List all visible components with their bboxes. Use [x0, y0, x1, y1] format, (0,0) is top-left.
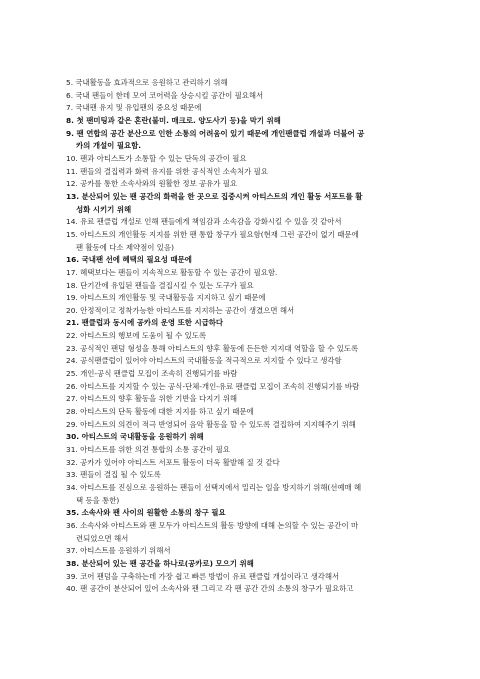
list-item — [66, 469, 426, 482]
list-item-text: 10. 팬과 아티스트가 소통할 수 있는 단독의 공간이 필요 — [66, 153, 247, 163]
list-item — [66, 583, 426, 596]
list-item-text: 36. 소속사와 아티스트와 팬 모두가 아티스트의 활동 방향에 대해 논의할 수 있는 공간이 마 — [66, 520, 359, 530]
list-item — [66, 229, 426, 254]
list-item — [66, 355, 426, 368]
list-item — [66, 343, 426, 356]
list-item — [66, 330, 426, 343]
list-item — [66, 368, 426, 381]
list-item — [66, 178, 426, 191]
list-item-text: 21. 팬클럽과 동시에 공카의 운영 또한 시급하다 — [66, 318, 224, 328]
list-item-text: 7. 국내팬 유지 및 유입팬의 중요성 때문에 — [66, 103, 202, 113]
list-item-text: 18. 단기간에 유입된 팬들을 결집시킬 수 있는 도구가 필요 — [66, 280, 254, 290]
list-item — [66, 381, 426, 394]
list-item-text: 30. 아티스트의 국내활동을 응원하기 위해 — [66, 432, 204, 442]
list-item-text: 24. 공식팬클럽이 있어야 아티스트의 국내활동을 적극적으로 지지할 수 있다고 생각함 — [66, 356, 342, 366]
list-item — [66, 216, 426, 229]
list-item-text: 9. 팬 연합의 공간 분산으로 인한 소통의 어려움이 있기 때문에 개인팬클럽 개설과 더불어 공 — [66, 128, 365, 138]
list-item — [66, 507, 426, 520]
list-item-text: 20. 안정적이고 정착가능한 아티스트를 지지하는 공간이 생겼으면 해서 — [66, 305, 295, 315]
list-item-text: 15. 아티스트의 개인활동 지지를 위한 팬 통합 창구가 필요함(현재 그런 공간이 없기 때문에 — [66, 229, 359, 239]
list-item — [66, 419, 426, 432]
list-item-text: 39. 코어 팬덤을 구축하는데 가장 쉽고 빠른 방법이 유료 팬클럽 개설이라고 생각해서 — [66, 571, 340, 581]
list-item — [66, 90, 426, 103]
list-item — [66, 305, 426, 318]
list-item — [66, 558, 426, 571]
list-item — [66, 406, 426, 419]
list-item-text: 14. 유료 팬클럽 개설로 인해 팬들에게 책임감과 소속감을 강화시킬 수 있을 것 같아서 — [66, 217, 342, 227]
list-item — [66, 520, 426, 545]
list-item — [66, 444, 426, 457]
list-item-text: 8. 첫 팬미팅과 같은 혼란(불미. 매크로. 양도사기 등)을 막기 위해 — [66, 115, 281, 125]
list-item — [66, 267, 426, 280]
list-item-text: 6. 국내 팬들이 한데 모여 코어력을 상승시킬 공간이 필요해서 — [66, 90, 264, 100]
list-item — [66, 102, 426, 115]
list-item-text: 31. 아티스트를 위한 의견 통합의 소통 공간이 필요 — [66, 445, 230, 455]
list-item — [66, 571, 426, 584]
list-item — [66, 317, 426, 330]
list-item-text: 17. 혜택보다는 팬들이 지속적으로 활동할 수 있는 공간이 필요함. — [66, 267, 278, 277]
list-item-text: 13. 분산되어 있는 팬 공간의 화력을 한 곳으로 집중시켜 아티스트의 개인 활동 서포트를 활 — [66, 191, 363, 201]
list-item — [66, 482, 426, 507]
list-item — [66, 191, 426, 216]
list-item — [66, 166, 426, 179]
list-item-text: 26. 아티스트를 지지할 수 있는 공식-단체-개인-유료 팬클럽 모집이 조속히 진행되기를 바람 — [66, 381, 360, 391]
list-item-text: 33. 팬들이 결집 될 수 있도록 — [66, 470, 161, 480]
list-item-text: 34. 아티스트를 진심으로 응원하는 팬들이 선택지에서 밀리는 일을 방지하기 위해(선예매 혜 — [66, 483, 362, 492]
list-item — [66, 77, 426, 90]
list-item-text: 38. 분산되어 있는 팬 공간을 하나로(공카로) 모으기 위해 — [66, 558, 254, 568]
list-item-text: 27. 아티스트의 향후 활동을 위한 기반을 다지기 위해 — [66, 394, 237, 404]
numbered-list — [66, 77, 426, 596]
list-item-text: 25. 개인-공식 팬클럽 모집이 조속히 진행되기를 바람 — [66, 369, 238, 379]
list-item-continuation: 택 등을 통한) — [76, 495, 120, 505]
list-item — [66, 128, 426, 153]
list-item-text: 22. 아티스트의 행보에 도움이 될 수 있도록 — [66, 331, 207, 341]
list-item-text: 37. 아티스트를 응원하기 위해서 — [66, 546, 171, 556]
list-item — [66, 153, 426, 166]
list-item-text: 29. 아티스트의 의견이 적극 반영되어 음악 활동을 할 수 있도록 결집하여 지지해주기 위해 — [66, 419, 356, 429]
list-item-text: 19. 아티스트의 개인활동 및 국내활동을 지지하고 싶기 때문에 — [66, 293, 266, 303]
list-item-continuation: 성화 시키기 위해 — [76, 204, 132, 214]
list-item-text: 35. 소속사와 팬 사이의 원활한 소통의 창구 필요 — [66, 508, 226, 518]
list-item — [66, 115, 426, 128]
list-item — [66, 545, 426, 558]
list-item-text: 23. 공식적인 팬덤 형성을 통해 아티스트의 향후 활동에 든든한 지지대 역할을 할 수 있도록 — [66, 343, 359, 353]
list-item-continuation: 련되었으면 해서 — [76, 533, 129, 543]
list-item — [66, 457, 426, 470]
list-item — [66, 292, 426, 305]
list-item-text: 32. 공카가 있어야 아티스트 서포트 활동이 더욱 활발해 질 것 같다 — [66, 457, 280, 467]
list-item-text: 5. 국내활동을 효과적으로 응원하고 관리하기 위해 — [66, 78, 228, 87]
list-item — [66, 431, 426, 444]
list-item-text: 11. 팬들의 결집력과 화력 유지를 위한 공식적인 소속처가 필요 — [66, 166, 268, 176]
list-item-text: 16. 국내팬 선에 혜택의 필요성 때문에 — [66, 255, 192, 265]
list-item — [66, 393, 426, 406]
list-item-text: 12. 공카를 통한 소속사와의 원활한 정보 공유가 필요 — [66, 179, 237, 189]
list-item-continuation: 팬 활동에 다소 제약점이 있음) — [76, 242, 174, 252]
list-item-text: 40. 팬 공간이 분산되어 있어 소속사와 팬 그리고 각 팬 공간 간의 소통의 창구가 필요하고 — [66, 584, 354, 594]
list-item — [66, 280, 426, 293]
list-item-text: 28. 아티스트의 단독 활동에 대한 지지를 하고 싶기 때문에 — [66, 407, 254, 417]
list-item-continuation: 카의 개설이 필요함. — [76, 141, 142, 151]
list-item — [66, 254, 426, 267]
